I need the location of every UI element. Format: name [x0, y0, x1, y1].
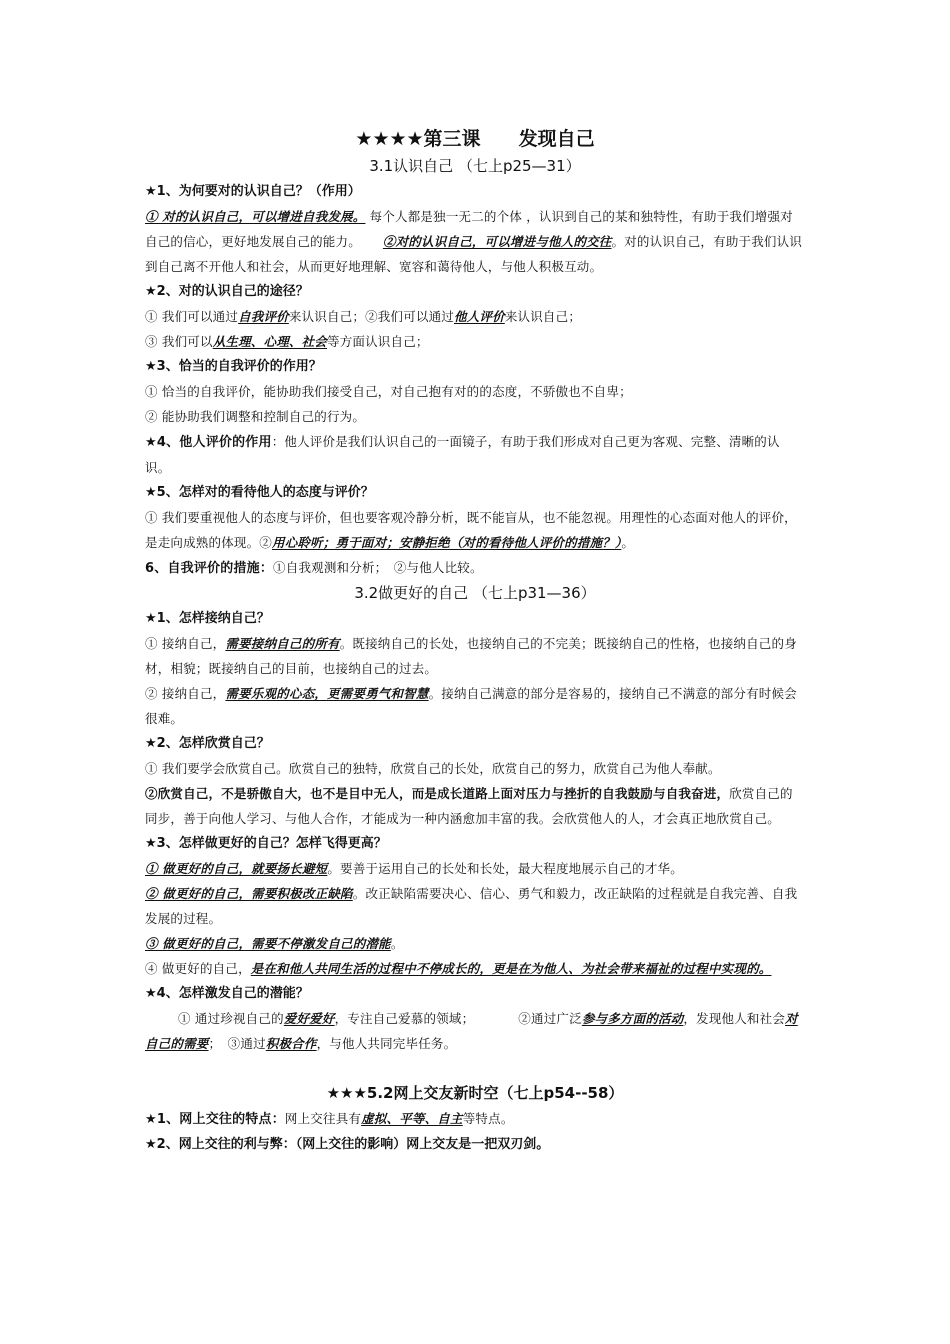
document-page [145, 118, 805, 1157]
paragraph: ① 接纳自己，需要接纳自己的所有。既接纳自己的长处，也接纳自己的不完美；既接纳自己的性格，也接纳自己的身材，相貌；既接纳自己的目前，也接纳自己的过去。 [145, 636, 797, 676]
paragraph: ① 我们可以通过自我评价来认识自己；②我们可以通过他人评价来认识自己； [145, 309, 582, 324]
paragraph: ① 恰当的自我评价，能协助我们接受自己，对自己抱有对的的态度，不骄傲也不自卑； [145, 384, 632, 399]
title-right: 发现自己 [518, 128, 595, 150]
lesson-title [145, 124, 805, 154]
paragraph: ③ 我们可以从生理、心理、社会等方面认识自己； [145, 334, 429, 349]
paragraph: ★1、网上交往的特点：网上交往具有虚拟、平等、自主等特点。 [145, 1111, 514, 1127]
question: ★5、怎样对的看待他人的态度与评价？ [145, 485, 374, 500]
paragraph: ① 我们要学会欣赏自己。欣赏自己的独特，欣赏自己的长处，欣赏自己的努力，欣赏自己为他人奉献。 [145, 761, 721, 776]
paragraph: ②欣赏自己，不是骄傲自大，也不是目中无人，而是成长道路上面对压力与挫折的自我鼓励与自我奋进，欣赏自己的同步，善于向他人学习、与他人合作，才能成为一种内涵愈加丰富的我。会欣赏他人的人，才会真正地欣赏自己。 [145, 786, 793, 826]
question: ★2、怎样欣赏自己？ [145, 736, 270, 751]
paragraph: ① 做更好的自己，就要扬长避短。要善于运用自己的长处和长处，最大程度地展示自己的才华。 [145, 861, 683, 876]
question: ★3、恰当的自我评价的作用？ [145, 359, 322, 374]
section-heading-3-1: 3.1认识自己 （七上p25—31） [369, 157, 581, 175]
paragraph: ② 接纳自己，需要乐观的心态，更需要勇气和智慧。接纳自己满意的部分是容易的，接纳自己不满意的部分有时候会很难。 [145, 686, 797, 726]
question: ★1、怎样接纳自己？ [145, 611, 270, 626]
paragraph: ★4、他人评价的作用：他人评价是我们认识自己的一面镜子，有助于我们形成对自己更为客观、完整、清晰的认识。 [145, 434, 780, 475]
paragraph: ③ 做更好的自己，需要不停激发自己的潜能。 [145, 936, 404, 951]
paragraph: ④ 做更好的自己，是在和他人共同生活的过程中不停成长的，更是在为他人、为社会带来福祉的过程中实现的。 [145, 961, 772, 976]
section-heading-3-2: 3.2做更好的自己 （七上p31—36） [354, 584, 596, 602]
title-left: ★★★★第三课 [355, 128, 481, 150]
question: ★3、怎样做更好的自己？怎样飞得更高？ [145, 836, 387, 851]
question: ★2、对的认识自己的途径？ [145, 284, 309, 299]
question: ★4、怎样激发自己的潜能？ [145, 986, 309, 1001]
paragraph: ① 我们要重视他人的态度与评价，但也要客观冷静分析，既不能盲从，也不能忽视。用理性的心态面对他人的评价，是走向成熟的体现。②用心聆听；勇于面对；安静拒绝（对的看待他人评价的措施？）。 [145, 510, 797, 550]
paragraph: ① 对的认识自己，可以增进自我发展。 每个人都是独一无二的个体 ，认识到自己的某和独特性，有助于我们增强对自己的信心，更好地发展自己的能力。 ②对的认识自己，可以增进与他人的交往。对的认识自己，有助于我们认识到自己离不开他人和社会，从而更好地理解、宽容和蔼待他人，与他人积极互动。 [145, 209, 803, 274]
section-heading-5-2: ★★★5.2网上交友新时空（七上p54--58） [326, 1084, 624, 1102]
paragraph: ② 能协助我们调整和控制自己的行为。 [145, 409, 366, 424]
paragraph: ② 做更好的自己，需要积极改正缺陷。改正缺陷需要决心、信心、勇气和毅力，改正缺陷的过程就是自我完善、自我发展的过程。 [145, 886, 798, 926]
paragraph: ① 通过珍视自己的爱好爱好，专注自己爱慕的领域； ②通过广泛参与多方面的活动，发现他人和社会对自己的需要； ③通过积极合作，与他人共同完毕任务。 [145, 1011, 798, 1051]
paragraph: 6、自我评价的措施：①自我观测和分析； ②与他人比较。 [145, 560, 483, 576]
question: ★2、网上交往的利与弊：（网上交往的影响）网上交友是一把双刃剑。 [145, 1137, 550, 1152]
question: ★1、为何要对的认识自己？（作用） [145, 184, 361, 199]
